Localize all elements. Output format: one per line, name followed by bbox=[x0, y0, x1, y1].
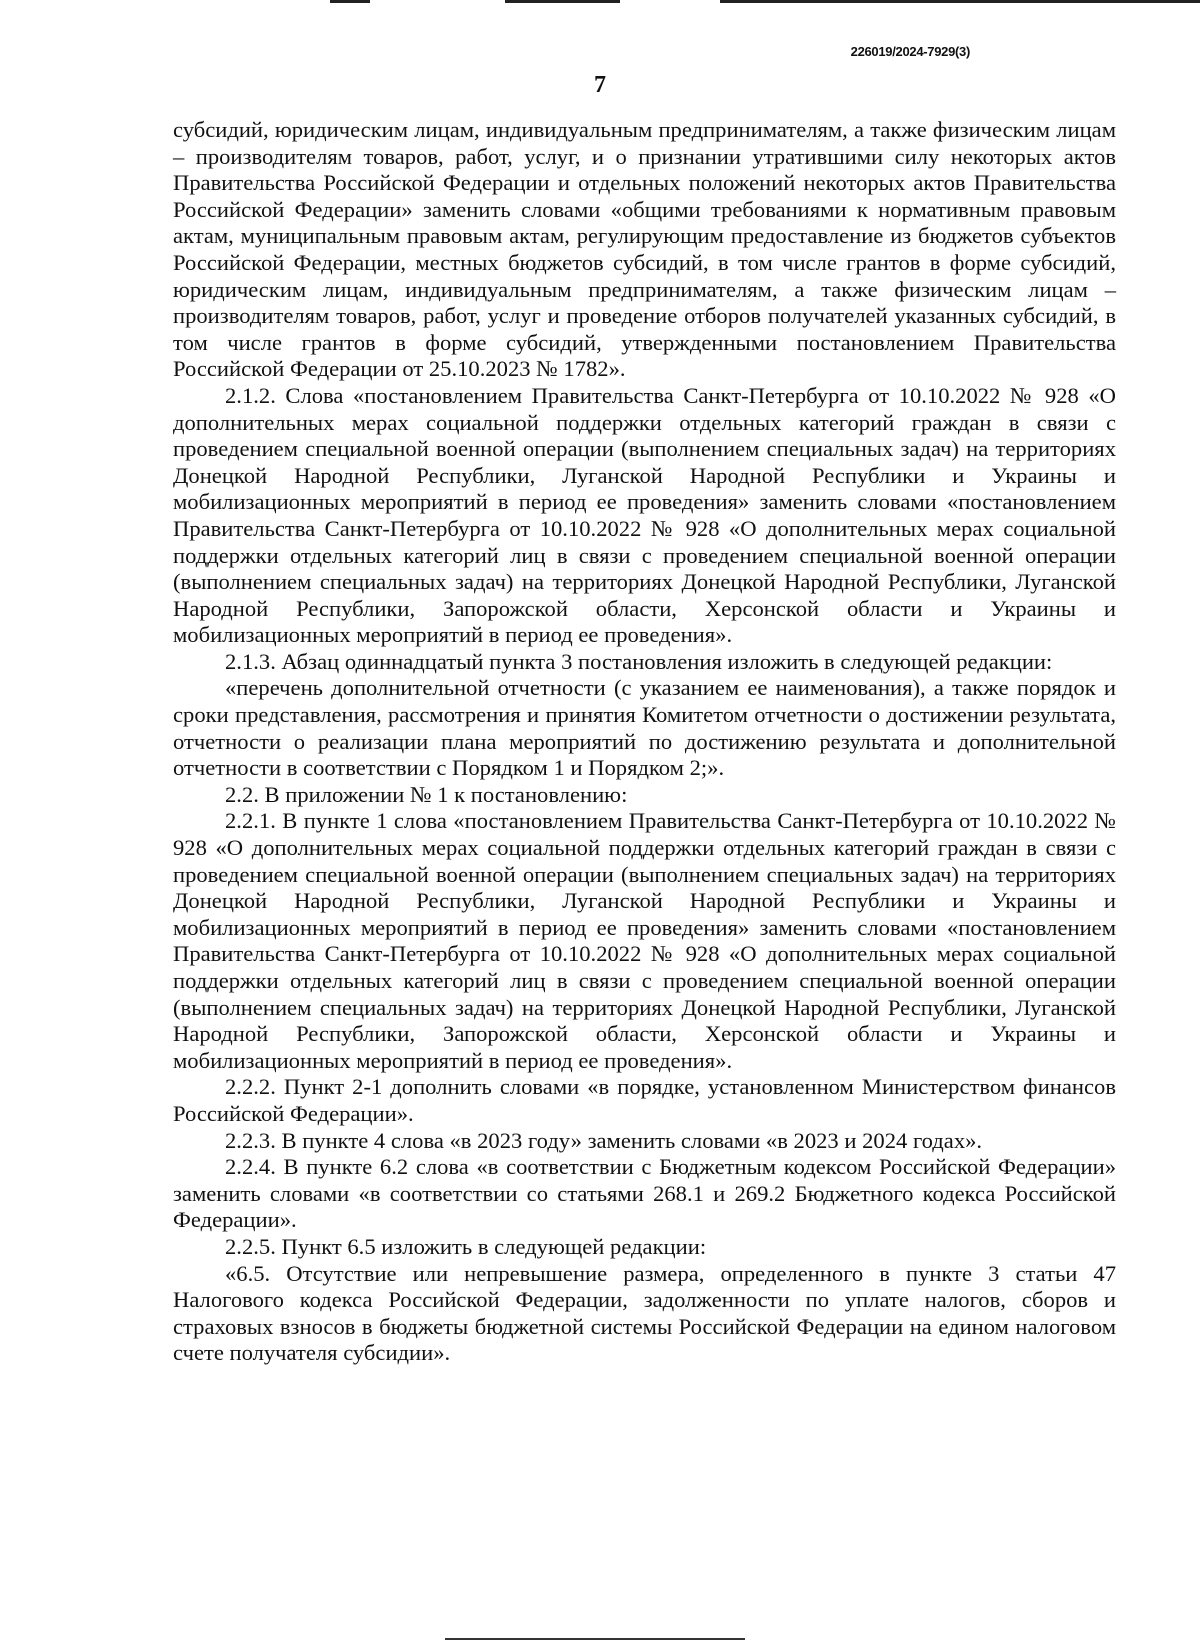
paragraph-2-2-5: 2.2.5. Пункт 6.5 изложить в следующей редакции: bbox=[225, 1233, 707, 1259]
paragraph-2-2-1: 2.2.1. В пункте 1 слова «постановлением Правительства Санкт-Петербурга от 10.10.2022 № 928 «О дополнительных мерах социальной поддержки отдельных категорий граждан в связи с проведением специальной военной операции (выполнением специальных задач) на территориях Донецкой Народной Республики, Луганской Народной Республики и Украины и мобилизационных мероприятий в период ее проведения» заменить словами «постановлением Правительства Санкт-Петербурга от 10.10.2022 № 928 «О дополнительных мерах социальной поддержки отдельных категорий лиц в связи с проведением специальной военной операции (выполнением специальных задач) на территориях Донецкой Народной Республики, Луганской Народной Республики, Запорожской области, Херсонской области и Украины и мобилизационных мероприятий в период ее проведения». bbox=[173, 808, 1116, 1073]
paragraph-2-2-2: 2.2.2. Пункт 2-1 дополнить словами «в порядке, установленном Министерством финансов Российской Федерации». bbox=[173, 1074, 1116, 1126]
paragraph-6-5-quote: «6.5. Отсутствие или непревышение размера, определенного в пункте 3 статьи 47 Налогового кодекса Российской Федерации, задолженности по уплате налогов, сборов и страховых взносов в бюджеты бюджетной системы Российской Федерации на едином налоговом счете получателя субсидии». bbox=[173, 1260, 1116, 1366]
page-number: 7 bbox=[594, 72, 606, 98]
paragraph-2-1-2: 2.1.2. Слова «постановлением Правительства Санкт-Петербурга от 10.10.2022 № 928 «О дополнительных мерах социальной поддержки отдельных категорий граждан в связи с проведением специальной военной операции (выполнением специальных задач) на территориях Донецкой Народной Республики, Луганской Народной Республики и Украины и мобилизационных мероприятий в период ее проведения» заменить словами «постановлением Правительства Санкт-Петербурга от 10.10.2022 № 928 «О дополнительных мерах социальной поддержки отдельных категорий лиц в связи с проведением специальной военной операции (выполнением специальных задач) на территориях Донецкой Народной Республики, Луганской Народной Республики, Запорожской области, Херсонской области и Украины и мобилизационных мероприятий в период ее проведения». bbox=[173, 382, 1116, 648]
scan-top-edge bbox=[0, 0, 1200, 4]
paragraph-continuation: субсидий, юридическим лицам, индивидуальным предпринимателям, а также физическим лицам – производителям товаров, работ, услуг, и о признании утратившими силу некоторых актов Правительства Российской Федерации и отдельных положений некоторых актов Правительства Российской Федерации» заменить словами «общими требованиями к нормативным правовым актам, муниципальным правовым актам, регулирующим предоставление из бюджетов субъектов Российской Федерации, местных бюджетов субсидий, в том числе грантов в форме субсидий, юридическим лицам, индивидуальным предпринимателям, а также физическим лицам – производителям товаров, работ, услуг и проведение отборов получателей указанных субсидий, в том числе грантов в форме субсидий, утвержденными постановлением Правительства Российской Федерации от 25.10.2023 № 1782». bbox=[173, 117, 1116, 382]
paragraph-2-2: 2.2. В приложении № 1 к постановлению: bbox=[225, 781, 628, 807]
paragraph-2-1-3: 2.1.3. Абзац одиннадцатый пункта 3 постановления изложить в следующей редакции: bbox=[225, 648, 1053, 674]
paragraph-2-2-4: 2.2.4. В пункте 6.2 слова «в соответствии с Бюджетным кодексом Российской Федерации» заменить словами «в соответствии со статьями 268.1 и 269.2 Бюджетного кодекса Российской Федерации». bbox=[173, 1154, 1116, 1233]
paragraph-2-2-3: 2.2.3. В пункте 4 слова «в 2023 году» заменить словами «в 2023 и 2024 годах». bbox=[225, 1127, 983, 1153]
paragraph-quoted-list: «перечень дополнительной отчетности (с указанием ее наименования), а также порядок и сроки представления, рассмотрения и принятия Комитетом отчетности о достижении результата, отчетности о реализации плана мероприятий по достижению результата и дополнительной отчетности в соответствии с Порядком 1 и Порядком 2;». bbox=[173, 675, 1116, 781]
document-body bbox=[173, 117, 1116, 1367]
scan-bottom-edge bbox=[0, 1636, 1200, 1642]
document-number: 226019/2024-7929(3) bbox=[850, 44, 970, 59]
